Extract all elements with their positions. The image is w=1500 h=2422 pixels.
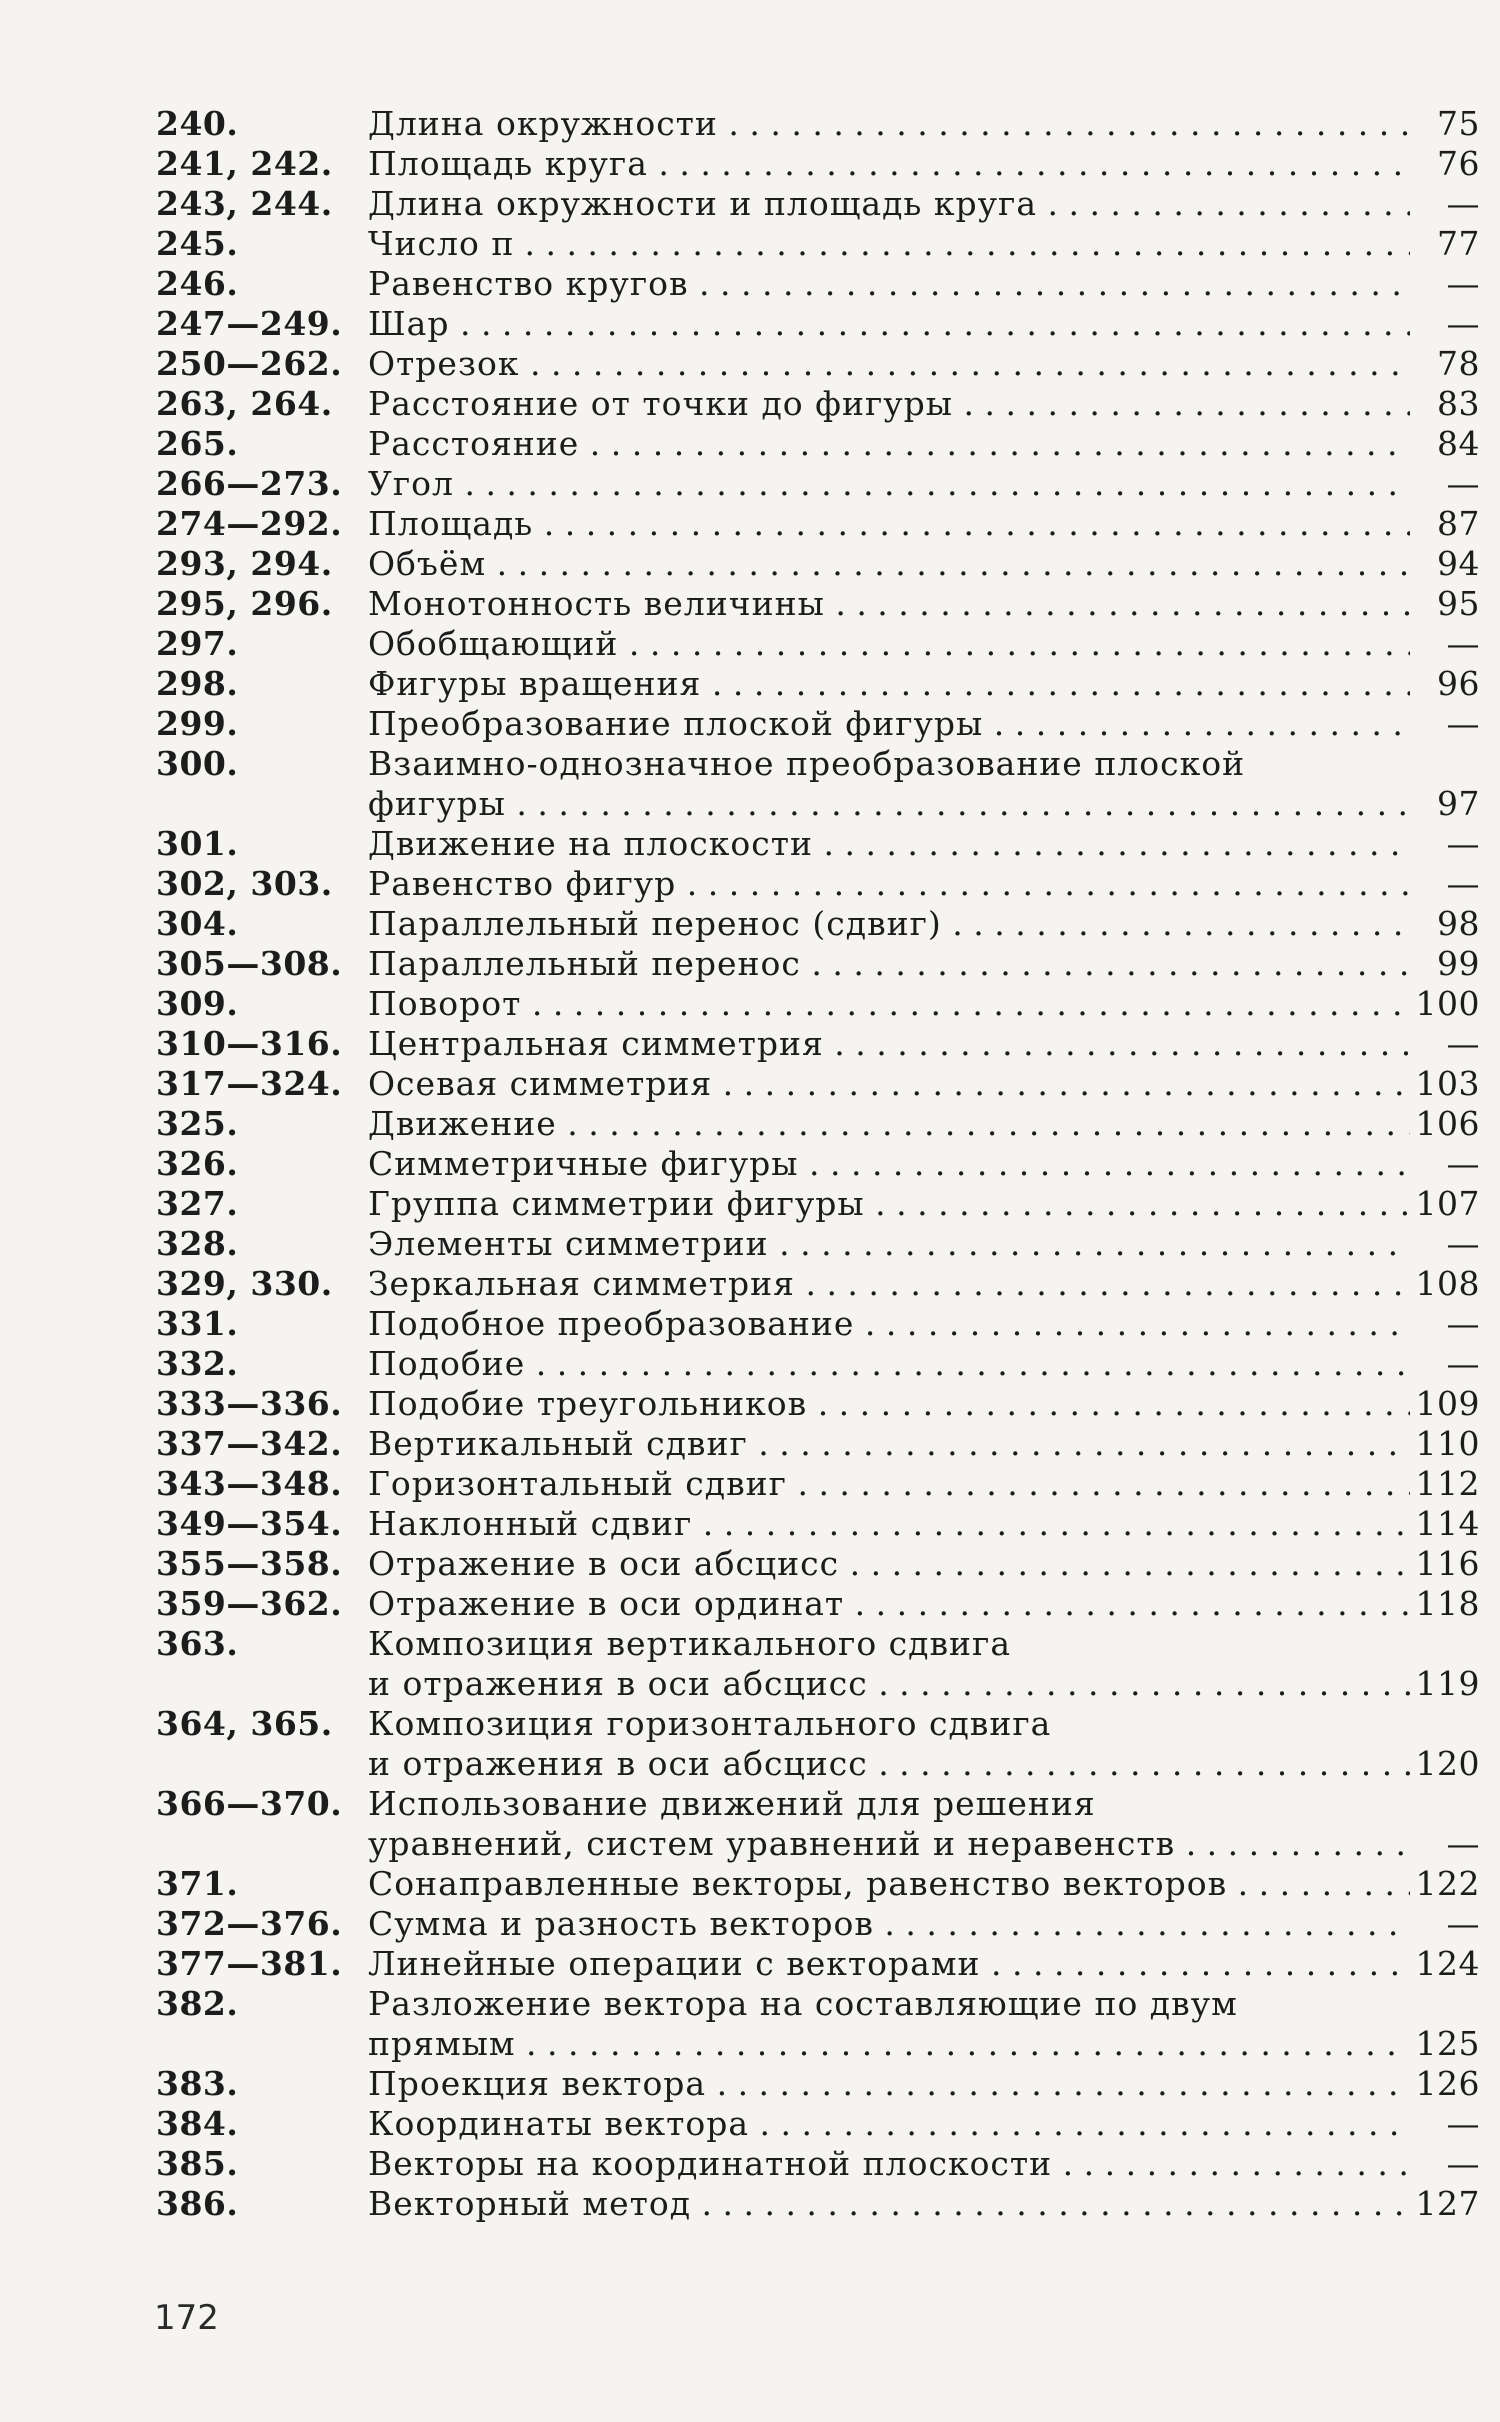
- toc-entry: [156, 144, 1480, 184]
- toc-entry: [156, 104, 1480, 144]
- entry-number: 385.: [156, 2144, 239, 2183]
- entry-number: 328.: [156, 1224, 239, 1263]
- entry-title: и отражения в оси абсцисс . . .: [368, 1664, 1410, 1704]
- entry-page: 116: [1415, 1544, 1480, 1583]
- toc-entry: [156, 1424, 1480, 1464]
- toc-entry: [156, 1304, 1480, 1344]
- toc-entry: [156, 384, 1480, 424]
- entry-page: —: [1446, 2104, 1480, 2143]
- entry-title: Векторы на координатной плоскости . . .: [368, 2144, 1410, 2184]
- entry-page: 127: [1415, 2184, 1480, 2223]
- toc-entry: [156, 984, 1480, 1024]
- entry-title: Координаты вектора . . .: [368, 2104, 1410, 2144]
- toc-entry: [156, 304, 1480, 344]
- entry-title: Равенство фигур . . .: [368, 864, 1410, 904]
- entry-page: 118: [1415, 1584, 1480, 1623]
- entry-title: Площадь круга . . .: [368, 144, 1410, 184]
- entry-title: Объём . . .: [368, 544, 1410, 584]
- toc-entry: [156, 1664, 1480, 1704]
- entry-number: 295, 296.: [156, 584, 333, 623]
- toc-entry: [156, 904, 1480, 944]
- entry-number: 386.: [156, 2184, 239, 2223]
- entry-title: Зеркальная симметрия . . .: [368, 1264, 1410, 1304]
- entry-number: 383.: [156, 2064, 239, 2103]
- toc-entry: [156, 584, 1480, 624]
- entry-page: 100: [1415, 984, 1480, 1023]
- entry-title: Длина окружности и площадь круга . . .: [368, 184, 1410, 224]
- entry-page: 110: [1415, 1424, 1480, 1463]
- entry-number: 382.: [156, 1984, 239, 2023]
- entry-number: 263, 264.: [156, 384, 333, 423]
- entry-title: Параллельный перенос . . .: [368, 944, 1410, 984]
- toc-entry: [156, 624, 1480, 664]
- entry-page: —: [1446, 1904, 1480, 1943]
- entry-title: Композиция вертикального сдвига: [368, 1624, 1012, 1663]
- entry-page: 106: [1415, 1104, 1480, 1143]
- toc-entry: [156, 1904, 1480, 1944]
- entry-title: Разложение вектора на составляющие по двум: [368, 1984, 1238, 2023]
- toc-entry: [156, 1344, 1480, 1384]
- entry-title: Горизонтальный сдвиг . . .: [368, 1464, 1410, 1504]
- entry-title: Отражение в оси абсцисс . . .: [368, 1544, 1410, 1584]
- entry-title: Подобие треугольников . . .: [368, 1384, 1410, 1424]
- entry-page: —: [1446, 464, 1480, 503]
- entry-page: —: [1446, 2144, 1480, 2183]
- entry-page: 114: [1415, 1504, 1480, 1543]
- table-of-contents: [156, 104, 1480, 2224]
- entry-number: 384.: [156, 2104, 239, 2143]
- entry-number: 241, 242.: [156, 144, 333, 183]
- entry-title: Расстояние . . .: [368, 424, 1410, 464]
- entry-title: Композиция горизонтального сдвига: [368, 1704, 1052, 1743]
- toc-entry: [156, 1144, 1480, 1184]
- entry-title: Шар . . .: [368, 304, 1410, 344]
- toc-entry: [156, 1864, 1480, 1904]
- entry-number: 359—362.: [156, 1584, 343, 1623]
- entry-page: 97: [1437, 784, 1480, 823]
- entry-number: 297.: [156, 624, 239, 663]
- entry-page: 109: [1415, 1384, 1480, 1423]
- entry-title: Элементы симметрии . . .: [368, 1224, 1410, 1264]
- entry-page: 75: [1437, 104, 1480, 143]
- toc-entry: [156, 864, 1480, 904]
- entry-number: 349—354.: [156, 1504, 343, 1543]
- entry-title: Угол . . .: [368, 464, 1410, 504]
- toc-entry: [156, 1184, 1480, 1224]
- entry-number: 372—376.: [156, 1904, 343, 1943]
- entry-number: 301.: [156, 824, 239, 863]
- entry-title: Движение на плоскости . . .: [368, 824, 1410, 864]
- entry-title: Центральная симметрия . . .: [368, 1024, 1410, 1064]
- toc-entry: [156, 1064, 1480, 1104]
- entry-title: Вертикальный сдвиг . . .: [368, 1424, 1410, 1464]
- toc-entry: [156, 1824, 1480, 1864]
- entry-number: 309.: [156, 984, 239, 1023]
- entry-title: Проекция вектора . . .: [368, 2064, 1410, 2104]
- entry-title: Преобразование плоской фигуры . . .: [368, 704, 1410, 744]
- entry-number: 371.: [156, 1864, 239, 1903]
- entry-number: 298.: [156, 664, 239, 703]
- entry-page: 103: [1415, 1064, 1480, 1103]
- entry-page: —: [1446, 1304, 1480, 1343]
- entry-number: 366—370.: [156, 1784, 343, 1823]
- entry-page: 96: [1437, 664, 1480, 703]
- entry-title: Число π . . .: [368, 224, 1410, 264]
- entry-page: 124: [1415, 1944, 1480, 1983]
- entry-number: 274—292.: [156, 504, 343, 543]
- entry-title: Расстояние от точки до фигуры . . .: [368, 384, 1410, 424]
- entry-number: 333—336.: [156, 1384, 343, 1423]
- entry-page: 125: [1415, 2024, 1480, 2063]
- toc-entry: [156, 1624, 1480, 1664]
- entry-title: Взаимно-однозначное преобразование плоской: [368, 744, 1246, 783]
- entry-page: 126: [1415, 2064, 1480, 2103]
- entry-page: —: [1446, 864, 1480, 903]
- entry-page: 108: [1415, 1264, 1480, 1303]
- entry-title: и отражения в оси абсцисс . . .: [368, 1744, 1410, 1784]
- entry-title: Наклонный сдвиг . . .: [368, 1504, 1410, 1544]
- entry-number: 299.: [156, 704, 239, 743]
- entry-number: 325.: [156, 1104, 239, 1143]
- entry-title: Осевая симметрия . . .: [368, 1064, 1410, 1104]
- toc-entry: [156, 704, 1480, 744]
- toc-entry: [156, 344, 1480, 384]
- entry-number: 300.: [156, 744, 239, 783]
- entry-page: 120: [1415, 1744, 1480, 1783]
- toc-entry: [156, 544, 1480, 584]
- entry-page: 122: [1415, 1864, 1480, 1903]
- toc-entry: [156, 1264, 1480, 1304]
- toc-entry: [156, 2064, 1480, 2104]
- entry-number: 355—358.: [156, 1544, 343, 1583]
- entry-number: 337—342.: [156, 1424, 343, 1463]
- entry-page: —: [1446, 1224, 1480, 1263]
- entry-number: 245.: [156, 224, 239, 263]
- entry-page: —: [1446, 624, 1480, 663]
- entry-page: —: [1446, 1824, 1480, 1863]
- toc-entry: [156, 1104, 1480, 1144]
- entry-title: Группа симметрии фигуры . . .: [368, 1184, 1410, 1224]
- entry-title: Линейные операции с векторами . . .: [368, 1944, 1410, 1984]
- entry-number: 266—273.: [156, 464, 343, 503]
- entry-page: 98: [1437, 904, 1480, 943]
- toc-entry: [156, 2184, 1480, 2224]
- entry-title: Длина окружности . . .: [368, 104, 1410, 144]
- entry-title: Отрезок . . .: [368, 344, 1410, 384]
- entry-page: 87: [1437, 504, 1480, 543]
- entry-title: Площадь . . .: [368, 504, 1410, 544]
- entry-number: 326.: [156, 1144, 239, 1183]
- entry-title: Монотонность величины . . .: [368, 584, 1410, 624]
- entry-title: Векторный метод . . .: [368, 2184, 1410, 2224]
- toc-entry: [156, 744, 1480, 784]
- toc-entry: [156, 944, 1480, 984]
- entry-number: 302, 303.: [156, 864, 333, 903]
- toc-entry: [156, 1744, 1480, 1784]
- entry-title: прямым . . .: [368, 2024, 1410, 2064]
- entry-number: 293, 294.: [156, 544, 333, 583]
- entry-number: 377—381.: [156, 1944, 343, 1983]
- toc-entry: [156, 224, 1480, 264]
- entry-page: —: [1446, 1144, 1480, 1183]
- entry-page: 99: [1437, 944, 1480, 983]
- toc-entry: [156, 1704, 1480, 1744]
- toc-entry: [156, 2024, 1480, 2064]
- entry-page: —: [1446, 304, 1480, 343]
- entry-number: 363.: [156, 1624, 239, 1663]
- entry-title: Симметричные фигуры . . .: [368, 1144, 1410, 1184]
- entry-title: Поворот . . .: [368, 984, 1410, 1024]
- toc-entry: [156, 2104, 1480, 2144]
- entry-number: 240.: [156, 104, 239, 143]
- toc-entry: [156, 2144, 1480, 2184]
- entry-title: Равенство кругов . . .: [368, 264, 1410, 304]
- entry-title: Параллельный перенос (сдвиг) . . .: [368, 904, 1410, 944]
- entry-page: 107: [1415, 1184, 1480, 1223]
- entry-page: —: [1446, 184, 1480, 223]
- entry-number: 250—262.: [156, 344, 343, 383]
- toc-entry: [156, 824, 1480, 864]
- toc-entry: [156, 1464, 1480, 1504]
- toc-entry: [156, 1544, 1480, 1584]
- entry-title: Фигуры вращения . . .: [368, 664, 1410, 704]
- entry-title: Использование движений для решения: [368, 1784, 1096, 1823]
- toc-entry: [156, 1504, 1480, 1544]
- entry-title: Подобие . . .: [368, 1344, 1410, 1384]
- entry-number: 246.: [156, 264, 239, 303]
- entry-title: Сумма и разность векторов . . .: [368, 1904, 1410, 1944]
- entry-number: 304.: [156, 904, 239, 943]
- entry-title: Сонаправленные векторы, равенство векторов . . .: [368, 1864, 1410, 1904]
- entry-title: фигуры . . .: [368, 784, 1410, 824]
- entry-page: 94: [1437, 544, 1480, 583]
- entry-number: 317—324.: [156, 1064, 343, 1103]
- entry-page: —: [1446, 264, 1480, 303]
- entry-number: 265.: [156, 424, 239, 463]
- toc-entry: [156, 424, 1480, 464]
- entry-title: Обобщающий . . .: [368, 624, 1410, 664]
- toc-entry: [156, 1784, 1480, 1824]
- entry-page: 76: [1437, 144, 1480, 183]
- toc-entry: [156, 1224, 1480, 1264]
- toc-entry: [156, 264, 1480, 304]
- entry-title: Движение . . .: [368, 1104, 1410, 1144]
- entry-number: 243, 244.: [156, 184, 333, 223]
- entry-number: 310—316.: [156, 1024, 343, 1063]
- entry-page: 112: [1415, 1464, 1480, 1503]
- toc-entry: [156, 664, 1480, 704]
- entry-number: 331.: [156, 1304, 239, 1343]
- entry-number: 327.: [156, 1184, 239, 1223]
- entry-page: —: [1446, 1024, 1480, 1063]
- entry-number: 332.: [156, 1344, 239, 1383]
- toc-entry: [156, 1944, 1480, 1984]
- entry-number: 343—348.: [156, 1464, 343, 1503]
- entry-page: 77: [1437, 224, 1480, 263]
- entry-page: 84: [1437, 424, 1480, 463]
- entry-number: 329, 330.: [156, 1264, 333, 1303]
- entry-title: Отражение в оси ординат . . .: [368, 1584, 1410, 1624]
- entry-number: 247—249.: [156, 304, 343, 343]
- toc-entry: [156, 184, 1480, 224]
- entry-title: уравнений, систем уравнений и неравенств . . .: [368, 1824, 1410, 1864]
- entry-page: 83: [1437, 384, 1480, 423]
- entry-page: 95: [1437, 584, 1480, 623]
- entry-page: —: [1446, 824, 1480, 863]
- entry-number: 305—308.: [156, 944, 343, 983]
- toc-entry: [156, 1384, 1480, 1424]
- entry-number: 364, 365.: [156, 1704, 333, 1743]
- entry-page: —: [1446, 704, 1480, 743]
- entry-page: —: [1446, 1344, 1480, 1383]
- page-number: 172: [154, 2298, 219, 2338]
- toc-entry: [156, 1984, 1480, 2024]
- toc-entry: [156, 464, 1480, 504]
- toc-entry: [156, 1584, 1480, 1624]
- toc-entry: [156, 784, 1480, 824]
- toc-entry: [156, 504, 1480, 544]
- entry-page: 119: [1415, 1664, 1480, 1703]
- entry-page: 78: [1437, 344, 1480, 383]
- toc-entry: [156, 1024, 1480, 1064]
- entry-title: Подобное преобразование . . .: [368, 1304, 1410, 1344]
